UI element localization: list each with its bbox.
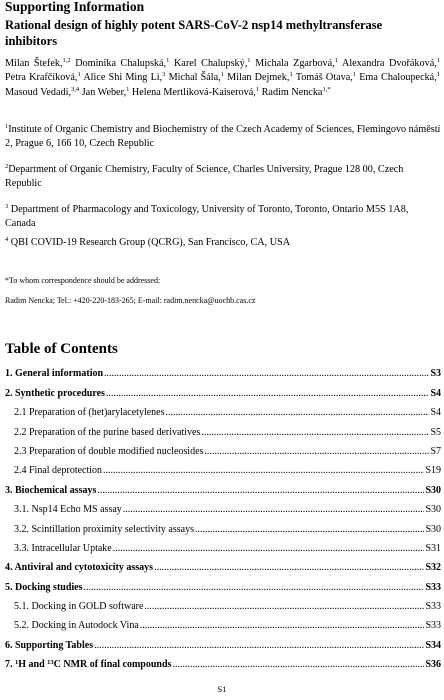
toc-dot-leader bbox=[140, 620, 425, 631]
toc-entry-label: 2.3 Preparation of double modified nucleosides bbox=[14, 446, 204, 457]
author-name: Alexandra Dvořáková, bbox=[341, 58, 437, 69]
toc-entry-label-part: 7. bbox=[5, 659, 15, 670]
toc-dot-leader bbox=[97, 485, 424, 496]
supporting-information-title: Supporting Information bbox=[5, 0, 145, 14]
toc-entry-label: 2. Synthetic procedures bbox=[5, 388, 105, 399]
toc-dot-leader bbox=[144, 601, 424, 612]
toc-entry-label: 5. Docking studies bbox=[5, 582, 83, 593]
author-name: Michal Šála, bbox=[168, 72, 221, 84]
toc-dot-leader bbox=[103, 465, 424, 476]
author-list bbox=[5, 57, 440, 100]
toc-entry[interactable] bbox=[14, 524, 441, 538]
toc-entry[interactable] bbox=[5, 640, 441, 654]
toc-entry[interactable] bbox=[5, 659, 441, 673]
toc-page-number: S31 bbox=[425, 543, 441, 554]
author-affiliation-marker: 1 bbox=[255, 85, 260, 93]
toc-dot-leader bbox=[204, 446, 429, 457]
toc-entry-label: 2.2 Preparation of the purine based derivatives bbox=[14, 427, 201, 438]
toc-entry-label: 3.1. Nsp14 Echo MS assay bbox=[14, 504, 122, 515]
author-affiliation-marker: 1 bbox=[352, 71, 357, 79]
toc-dot-leader bbox=[113, 543, 425, 554]
author-affiliation-marker: 1 bbox=[166, 57, 170, 64]
toc-page-number: S33 bbox=[425, 620, 441, 631]
toc-entry[interactable] bbox=[14, 620, 441, 634]
affiliation-4-marker: 4 bbox=[5, 236, 9, 243]
author-name: Milan Dejmek, bbox=[227, 72, 290, 84]
affiliation-3 bbox=[5, 203, 441, 231]
toc-dot-leader bbox=[166, 407, 430, 418]
author-name: Karel Chalupský, bbox=[173, 58, 248, 69]
toc-page-number: S5 bbox=[430, 427, 441, 438]
toc-page-number: S4 bbox=[430, 388, 441, 399]
author-name: Helena Mertlíková-Kaiserová, bbox=[131, 86, 256, 98]
toc-dot-leader bbox=[94, 640, 424, 651]
author-name: Milan Štefek, bbox=[5, 58, 63, 69]
paper-title: Rational design of highly potent SARS-CoV-2 nsp14 methyltransferase inhibitors bbox=[5, 18, 383, 48]
toc-page-number: S30 bbox=[425, 504, 441, 515]
toc-entry-label: 6. Supporting Tables bbox=[5, 640, 94, 651]
toc-entry-label: 3.2. Scintillation proximity selectivity assays bbox=[14, 524, 194, 535]
affiliation-2-text: Department of Organic Chemistry, Faculty of Science, Charles University, Prague 128 00, Czech Republic bbox=[5, 164, 404, 190]
toc-entry-label: 4. Antiviral and cytotoxicity assays bbox=[5, 562, 154, 573]
affiliation-1 bbox=[5, 123, 441, 151]
toc-page-number: S19 bbox=[425, 465, 441, 476]
affiliation-4-text: QBI COVID-19 Research Group (QCRG), San Francisco, CA, USA bbox=[8, 237, 291, 248]
toc-entry[interactable] bbox=[14, 543, 441, 557]
toc-entry-label-part: H and bbox=[18, 659, 48, 670]
author-affiliation-marker: 1 bbox=[436, 71, 441, 79]
affiliation-3-marker: 3 bbox=[5, 203, 9, 210]
affiliation-1-marker: 1 bbox=[5, 123, 9, 130]
toc-entry-label: 2.4 Final deprotection bbox=[14, 465, 103, 476]
affiliation-2 bbox=[5, 163, 441, 191]
author-affiliation-marker: 1,* bbox=[322, 85, 331, 93]
toc-entry[interactable] bbox=[5, 368, 441, 382]
toc-page-number: S36 bbox=[425, 659, 441, 670]
toc-entry-isotope: 13 bbox=[47, 659, 54, 666]
toc-heading: Table of Contents bbox=[5, 341, 118, 357]
affiliation-1-text: Institute of Organic Chemistry and Biochemistry of the Czech Academy of Sciences, Flemingovo náměstí 2, Prague 6, 166 10, Czech Republic bbox=[5, 124, 441, 150]
toc-page-number: S33 bbox=[425, 582, 441, 593]
author-name: Tomáš Otava, bbox=[295, 72, 353, 84]
toc-page-number: S3 bbox=[430, 368, 441, 379]
toc-entry[interactable] bbox=[14, 407, 441, 421]
correspondence-contact: Radim Nencka; Tel.: +420-220-183-265; E-mail: radim.nencka@uochb.cas.cz bbox=[5, 296, 256, 305]
toc-entry-label: 3.3. Intracellular Uptake bbox=[14, 543, 112, 554]
toc-entry[interactable] bbox=[5, 388, 441, 402]
toc-dot-leader bbox=[195, 524, 424, 535]
toc-entry-label bbox=[5, 659, 171, 670]
correspondence-note: *To whom correspondence should be addressed: bbox=[5, 276, 161, 285]
page-number: S1 bbox=[217, 684, 227, 694]
affiliation-4 bbox=[5, 236, 441, 250]
toc-entry-label: 1. General information bbox=[5, 368, 104, 379]
toc-page-number: S30 bbox=[425, 524, 441, 535]
toc-entry-label: 5.1. Docking in GOLD software bbox=[14, 601, 144, 612]
author-affiliation-marker: 3,4 bbox=[71, 85, 80, 93]
author-affiliation-marker: 1 bbox=[334, 57, 338, 64]
toc-page-number: S34 bbox=[425, 640, 441, 651]
toc-entry[interactable] bbox=[5, 582, 441, 596]
author-name: Masoud Vedadi, bbox=[5, 86, 72, 98]
author-name: Petra Krafčíková, bbox=[5, 72, 78, 84]
toc-page-number: S30 bbox=[425, 485, 441, 496]
author-affiliation-marker: 1 bbox=[220, 71, 224, 79]
author-affiliation-marker: 3 bbox=[162, 71, 166, 79]
author-affiliation-marker: 1 bbox=[247, 57, 251, 64]
toc-dot-leader bbox=[172, 659, 424, 670]
toc-page-number: S33 bbox=[425, 601, 441, 612]
toc-page-number: S7 bbox=[430, 446, 441, 457]
author-name: Radim Nencka bbox=[261, 86, 323, 98]
author-name: Jan Weber, bbox=[81, 86, 127, 98]
toc-entry[interactable] bbox=[14, 601, 441, 615]
toc-entry[interactable] bbox=[14, 465, 441, 479]
toc-dot-leader bbox=[123, 504, 425, 515]
toc-dot-leader bbox=[154, 562, 424, 573]
toc-dot-leader bbox=[201, 427, 429, 438]
toc-entry[interactable] bbox=[14, 446, 441, 460]
author-affiliation-marker: 1 bbox=[289, 71, 293, 79]
toc-dot-leader bbox=[84, 582, 425, 593]
author-affiliation-marker: 1 bbox=[436, 57, 441, 64]
toc-entry[interactable] bbox=[5, 485, 441, 499]
toc-entry[interactable] bbox=[14, 427, 441, 441]
toc-entry-label: 5.2. Docking in Autodock Vina bbox=[14, 620, 139, 631]
toc-page-number: S4 bbox=[430, 407, 441, 418]
toc-entry-label: 3. Biochemical assays bbox=[5, 485, 97, 496]
affiliation-2-marker: 2 bbox=[5, 163, 9, 170]
author-name: Alice Shi Ming Li, bbox=[83, 72, 163, 84]
toc-entry-label-part: C NMR of final compounds bbox=[53, 659, 172, 670]
toc-dot-leader bbox=[104, 368, 429, 379]
author-affiliation-marker: 1 bbox=[126, 85, 130, 93]
author-name: Ema Chaloupecká, bbox=[359, 72, 437, 84]
author-affiliation-marker: 1,2 bbox=[62, 57, 71, 64]
toc-entry-label: 2.1 Preparation of (het)arylacetylenes bbox=[14, 407, 165, 418]
toc-entry[interactable] bbox=[14, 504, 441, 518]
toc-entry[interactable] bbox=[5, 562, 441, 576]
toc-page-number: S32 bbox=[425, 562, 441, 573]
author-name: Michala Zgarbová, bbox=[255, 58, 335, 69]
author-name: Dominika Chalupská, bbox=[75, 58, 167, 69]
affiliation-3-text: Department of Pharmacology and Toxicology, University of Toronto, Toronto, Ontario M5S 1A8, Canada bbox=[5, 204, 409, 230]
toc-dot-leader bbox=[106, 388, 430, 399]
toc-entry-isotope: 1 bbox=[15, 659, 19, 666]
author-affiliation-marker: 1 bbox=[77, 71, 81, 79]
